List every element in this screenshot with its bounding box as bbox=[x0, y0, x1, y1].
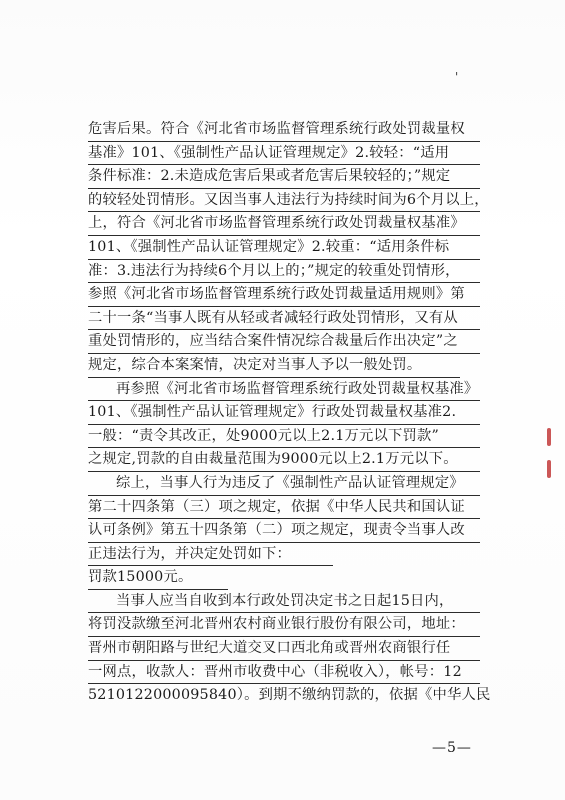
text-line: 101、《强制性产品认证管理规定》行政处罚裁量权基准2. bbox=[88, 401, 480, 425]
text-line: 将罚没款缴至河北晋州农村商业银行股份有限公司，地址： bbox=[88, 613, 480, 637]
text-line: 一网点，收款人：晋州市收费中心（非税收入），帐号：12 bbox=[88, 661, 480, 685]
text-line: 晋州市朝阳路与世纪大道交叉口西北角或晋州农商银行任 bbox=[88, 637, 480, 661]
text-line: 上，符合《河北省市场监督管理系统行政处罚裁量权基准》 bbox=[88, 212, 480, 236]
text-line: 第二十四条第（三）项之规定，依据《中华人民共和国认证 bbox=[88, 496, 480, 520]
text-line: 罚款15000元。 bbox=[88, 566, 228, 590]
text-line: 基准》101、《强制性产品认证管理规定》2.较轻：“适用 bbox=[88, 142, 480, 166]
text-line: 参照《河北省市场监督管理系统行政处罚裁量适用规则》第 bbox=[88, 283, 480, 307]
document-body bbox=[88, 118, 491, 708]
page-number: —5— bbox=[432, 740, 472, 756]
text-line: 101、《强制性产品认证管理规定》2.较重：“适用条件标 bbox=[88, 236, 480, 260]
text-line: 5210122000095840）。到期不缴纳罚款的，依据《中华人民 bbox=[88, 687, 491, 704]
text-line: 准：3.违法行为持续6个月以上的；”规定的较重处罚情形， bbox=[88, 260, 480, 284]
text-line: 综上，当事人行为违反了《强制性产品认证管理规定》 bbox=[88, 472, 480, 496]
seal-edge-mark bbox=[545, 428, 553, 480]
text-line: 重处罚情形的，应当结合案件情况综合裁量后作出决定”之 bbox=[88, 330, 480, 354]
text-line: 危害后果。符合《河北省市场监督管理系统行政处罚裁量权 bbox=[88, 118, 480, 142]
text-line: 再参照《河北省市场监督管理系统行政处罚裁量权基准》 bbox=[88, 378, 480, 402]
text-line: 当事人应当自收到本行政处罚决定书之日起15日内， bbox=[88, 590, 480, 614]
text-line: 正违法行为，并决定处罚如下： bbox=[88, 543, 333, 567]
text-line: 条件标准：2.未造成危害后果或者危害后果较轻的；”规定 bbox=[88, 165, 480, 189]
text-line: 的较轻处罚情形。又因当事人违法行为持续时间为6个月以上， bbox=[88, 189, 480, 213]
text-line: 规定，综合本案案情，决定对当事人予以一般处罚。 bbox=[88, 354, 460, 378]
text-line: 之规定,罚款的自由裁量范围为9000元以上2.1万元以下。 bbox=[88, 448, 480, 472]
text-line: 一般：“责令其改正，处9000元以上2.1万元以下罚款” bbox=[88, 425, 480, 449]
text-line: 二十一条“当事人既有从轻或者减轻行政处罚情形，又有从 bbox=[88, 307, 480, 331]
corner-mark: ' bbox=[455, 70, 459, 84]
text-line: 认可条例》第五十四条第（二）项之规定，现责令当事人改 bbox=[88, 519, 480, 543]
